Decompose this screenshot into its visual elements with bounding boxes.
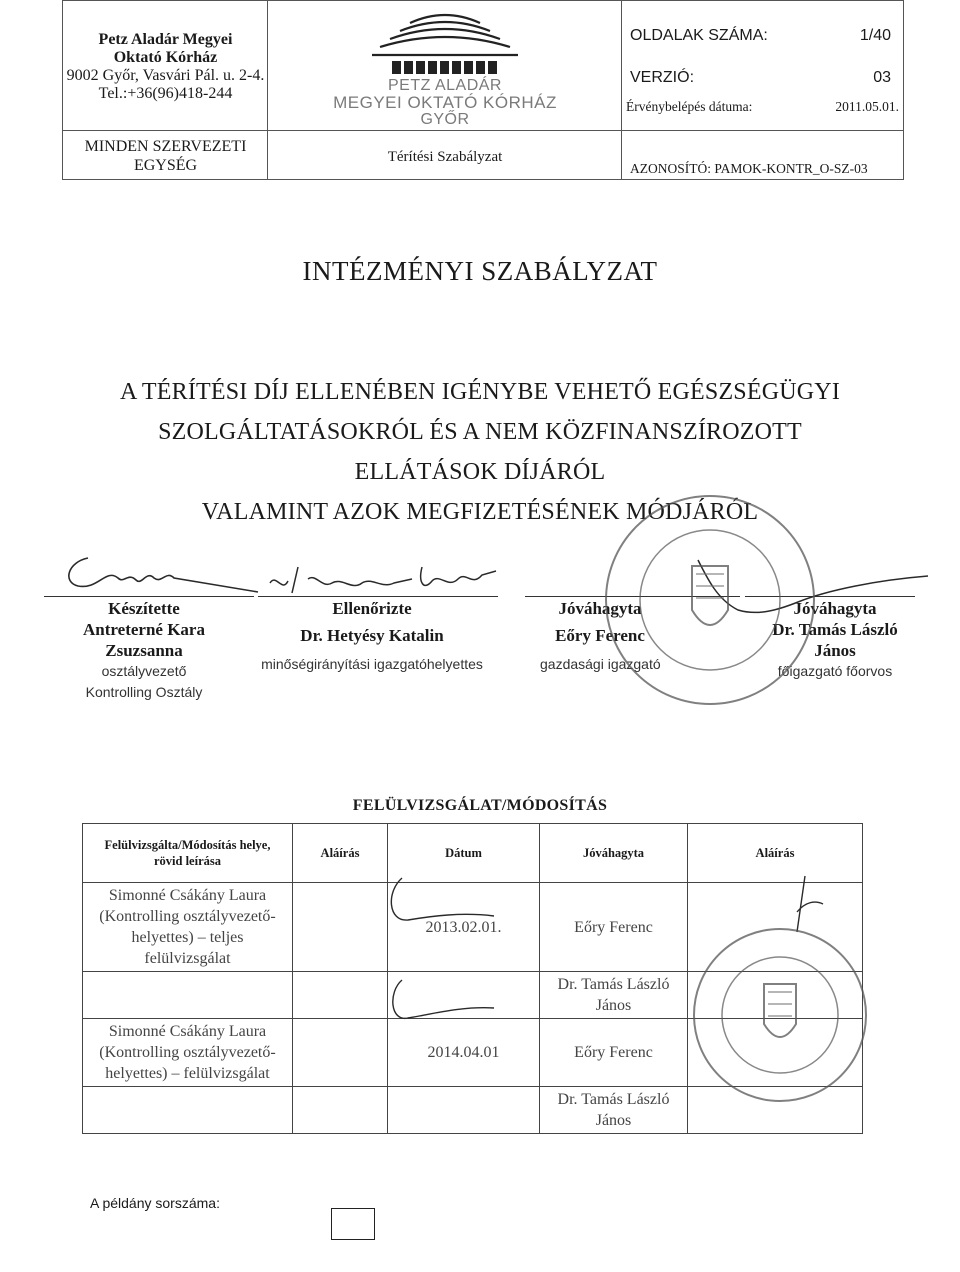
signature-role: Jóváhagyta (558, 599, 642, 618)
signer-name: Dr. Hetyésy Katalin (300, 626, 444, 645)
subtitle-line: VALAMINT AZOK MEGFIZETÉSÉNEK MÓDJÁRÓL (201, 499, 759, 525)
copy-number-box[interactable] (331, 1208, 375, 1240)
handwritten-signature (382, 872, 502, 1032)
hospital-info (63, 1, 268, 131)
organizational-unit (63, 131, 268, 181)
unit-line-2: EGYSÉG (133, 157, 198, 174)
signer-name: Antreterné Kara (83, 620, 205, 639)
prepared-by (44, 598, 244, 703)
review-approver: Dr. Tamás László János (540, 1087, 688, 1134)
review-approver: Dr. Tamás László János (540, 972, 688, 1019)
hospital-phone: Tel.:+36(96)418-244 (98, 85, 233, 102)
logo-text-1: PETZ ALADÁR (388, 77, 502, 94)
signature-cell (293, 972, 388, 1019)
review-approver: Eőry Ferenc (540, 1019, 688, 1087)
review-description (83, 972, 293, 1019)
document-meta (622, 1, 905, 131)
handwritten-signature (775, 872, 835, 942)
signature-cell (293, 883, 388, 972)
building-logo-icon (350, 5, 540, 77)
signer-position: gazdasági igazgató (540, 656, 661, 672)
document-identifier: AZONOSÍTÓ: PAMOK-KONTR_O-SZ-03 (630, 161, 868, 176)
signature-role: Jóváhagyta (793, 599, 877, 618)
copy-number-label: A példány sorszáma: (90, 1195, 220, 1211)
checked-by (252, 598, 492, 675)
document-subtitle (0, 372, 960, 532)
column-header: Aláírás (293, 824, 388, 883)
review-date: 2014.04.01 (388, 1019, 540, 1087)
effective-date-value: 2011.05.01. (835, 99, 899, 114)
signature-cell (688, 1087, 863, 1134)
review-description (83, 1087, 293, 1134)
handwritten-signature (262, 553, 562, 603)
signer-name: János (814, 641, 856, 660)
page-title: INTÉZMÉNYI SZABÁLYZAT (302, 256, 658, 286)
signer-position: Kontrolling Osztály (85, 684, 203, 700)
effective-date-label: Érvénybelépés dátuma: (626, 99, 753, 114)
pages-label: OLDALAK SZÁMA: (630, 27, 768, 44)
hospital-name-1: Petz Aladár Megyei (98, 31, 233, 48)
column-header: Felülvizsgálta/Módosítás helye, rövid leírása (83, 824, 293, 883)
review-description: Simonné Csákány Laura (Kontrolling osztályvezető-helyettes) – felülvizsgálat (83, 1019, 293, 1087)
approved-by-director (760, 598, 910, 682)
signer-name: Eőry Ferenc (555, 626, 645, 645)
subtitle-line: ELLÁTÁSOK DÍJÁRÓL (354, 459, 606, 485)
hospital-logo (268, 1, 622, 131)
review-date (388, 1087, 540, 1134)
version-label: VERZIÓ: (630, 69, 695, 86)
hospital-address: 9002 Győr, Vasvári Pál. u. 2-4. (66, 67, 265, 84)
column-header: Jóváhagyta (540, 824, 688, 883)
signer-position: minőségirányítási igazgatóhelyettes (261, 656, 483, 672)
document-header (62, 0, 904, 180)
review-approver: Eőry Ferenc (540, 883, 688, 972)
signer-name: Dr. Tamás László (772, 620, 898, 639)
signature-cell (688, 1019, 863, 1087)
pages-value: 1/40 (859, 27, 891, 44)
column-header: Aláírás (688, 824, 863, 883)
unit-line-1: MINDEN SZERVEZETI (84, 138, 247, 155)
subtitle-line: SZOLGÁLTATÁSOKRÓL ÉS A NEM KÖZFINANSZÍROZOTT (158, 419, 802, 445)
signature-role: Ellenőrizte (332, 599, 412, 618)
hospital-name-2: Oktató Kórház (113, 49, 218, 66)
logo-text-3: GYŐR (420, 111, 470, 128)
signature-cell (293, 1019, 388, 1087)
signature-cell (688, 972, 863, 1019)
document-name: Térítési Szabályzat (387, 149, 503, 165)
table-row (83, 1087, 863, 1134)
signer-position: főigazgató főorvos (777, 663, 893, 679)
signature-role: Készítette (108, 599, 180, 618)
review-section-title: FELÜLVIZSGÁLAT/MÓDOSÍTÁS (352, 797, 608, 814)
column-header: Dátum (388, 824, 540, 883)
version-value: 03 (873, 69, 891, 86)
review-date: 2013.02.01. (388, 883, 540, 972)
approved-by-financial (540, 598, 660, 675)
logo-text-2: MEGYEI OKTATÓ KÓRHÁZ (333, 93, 557, 112)
signer-position: osztályvezető (101, 663, 187, 679)
review-description: Simonné Csákány Laura (Kontrolling osztályvezető-helyettes) – teljes felülvizsgálat (83, 883, 293, 972)
signature-cell (293, 1087, 388, 1134)
signer-name: Zsuzsanna (105, 641, 183, 660)
subtitle-line: A TÉRÍTÉSI DÍJ ELLENÉBEN IGÉNYBE VEHETŐ EGÉSZSÉGÜGYI (119, 379, 841, 405)
